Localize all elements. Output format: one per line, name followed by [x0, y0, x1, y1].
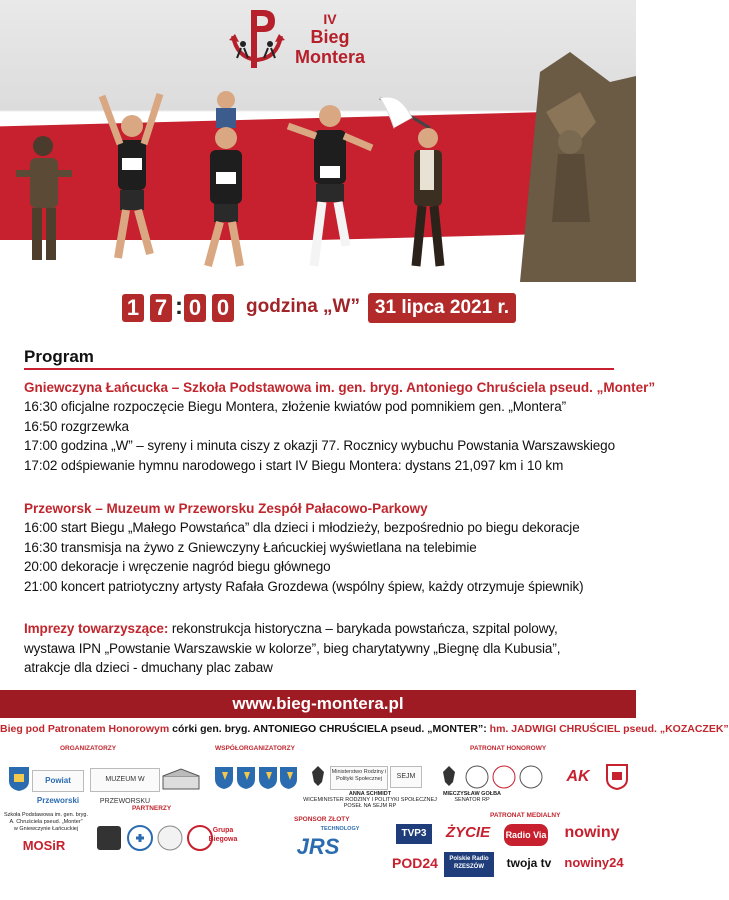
golba-role: SENATOR RP: [454, 797, 490, 803]
hero-banner: [0, 0, 636, 288]
runner-with-child: [186, 80, 266, 280]
radio-via-logo: Radio Via: [504, 824, 548, 846]
palace-icon: [162, 768, 200, 790]
anna-schmidt-name: ANNA SCHMIDT: [348, 791, 392, 797]
patronage-part2: córki gen. bryg. ANTONIEGO CHRUŚCIELA pseud. „MONTER”:: [169, 723, 490, 735]
section-heading: Przeworsk – Muzeum w Przeworsku Zespół Pałacowo-Parkowy: [24, 501, 428, 516]
program-row: 16:00 start Biegu „Małego Powstańca” dla dzieci i młodzieży, bezpośrednio po biegu dekoracje: [24, 520, 580, 535]
logo-line-bieg: Bieg: [310, 27, 350, 47]
label-sponsor-zloty: SPONSOR ZŁOTY: [294, 816, 350, 823]
program-row: 20:00 dekoracje i wręczenie nagród biegu głównego: [24, 559, 331, 574]
extra-heading: Imprezy towarzyszące:: [24, 621, 169, 636]
patronage-part1: Bieg pod Patronatem Honorowym: [0, 723, 170, 735]
zycie-logo: ŻYCIE: [445, 824, 491, 841]
website-link[interactable]: www.bieg-montera.pl: [232, 694, 404, 713]
jrs-technology: TECHNOLOGY: [320, 826, 360, 832]
runner-man-center: [280, 96, 380, 276]
extra-row-first: [24, 619, 624, 639]
soldier-figure-left: [8, 130, 78, 270]
label-partnerzy: PARTNERZY: [132, 805, 172, 812]
podkarpackie-crest-icon: [606, 764, 628, 790]
extra-row: wystawa IPN „Powstanie Warszawskie w kolorze”, bieg charytatywny „Biegnę dla Kubusia”,: [24, 640, 561, 656]
label-organizatorzy: ORGANIZATORZY: [60, 745, 117, 752]
label-wspolorganizatorzy: WSPÓŁORGANIZATORZY: [215, 745, 295, 752]
program-section-przeworsk: [24, 499, 624, 596]
hour-w-label: godzina „W”: [246, 296, 360, 317]
muzeum-logo: MUZEUM W PRZEWORSKU: [90, 768, 160, 792]
polskie-radio-logo: Polskie Radio RZESZÓW: [444, 852, 494, 877]
pod24-logo: POD24: [392, 855, 438, 871]
runner-woman: [92, 86, 172, 276]
gmina-crests-icon: [214, 766, 298, 790]
twoja-tv-logo: twoja tv: [506, 856, 552, 870]
label-patronat-medialny: PATRONAT MEDIALNY: [490, 812, 561, 819]
grupa-biegowa-logo: Grupa Biegowa: [208, 827, 238, 843]
flag-bearer-figure: [370, 88, 460, 278]
program-divider: [24, 368, 614, 370]
anna-schmidt-role: WICEMINISTER RODZINY I POLITYKI SPOŁECZNEJ: [303, 797, 437, 803]
program-row: 17:02 odśpiewanie hymnu narodowego i start IV Biegu Montera: dystans 21,097 km i 10 km: [24, 457, 564, 473]
website-bar: [0, 690, 636, 718]
program-section-extra: [24, 619, 624, 678]
school-line1: Szkoła Podstawowa im. gen. bryg.: [3, 812, 89, 818]
program-title: Program: [24, 347, 94, 366]
logo-roman-numeral: IV: [323, 11, 337, 27]
logo-line-montera: Montera: [295, 47, 366, 67]
tvp3-logo: TVP3: [396, 824, 432, 844]
przeworsk-crest-icon: [8, 766, 30, 792]
nowiny24-logo: nowiny24: [564, 855, 624, 870]
program-row: 17:00 godzina „W” – syreny i minuta ciszy z okazji 77. Rocznicy wybuchu Powstania Warszawskiego: [24, 438, 615, 453]
time-digit: 0: [184, 294, 206, 322]
jrs-logo: JRS: [296, 834, 340, 859]
ak-logo: AK: [566, 768, 590, 785]
extra-first-text: rekonstrukcja historyczna – barykada powstańcza, szpital polowy,: [168, 621, 558, 636]
section-heading: Gniewczyna Łańcucka – Szkoła Podstawowa im. gen. bryg. Antoniego Chruściela pseud. „Monter”: [24, 380, 656, 395]
powiat-logo: Powiat Przeworski: [32, 770, 84, 792]
label-patronat-honorowy: PATRONAT HONOROWY: [470, 745, 547, 752]
time-digit: 0: [212, 294, 234, 322]
time-bar: [0, 292, 636, 326]
event-date: 31 lipca 2021 r.: [368, 293, 516, 323]
time-digit: 1: [122, 294, 144, 322]
patronage-part3: hm. JADWIGI CHRUŚCIEL pseud. „KOZACZEK”: [489, 723, 729, 735]
extra-row: atrakcje dla dzieci - dmuchany plac zabaw: [24, 660, 273, 675]
honorary-patronage-line: [0, 723, 729, 735]
program-row: 16:50 rozgrzewka: [24, 418, 129, 434]
golba-name: MIECZYSŁAW GOŁBA: [442, 791, 502, 797]
program-row: 21:00 koncert patriotyczny artysty Rafała Grozdewa (wspólny śpiew, każdy otrzymuje śpiewnik): [24, 578, 584, 594]
time-digit: 7: [150, 294, 172, 322]
eagle-emblem-icon: [308, 764, 328, 788]
warsaw-uprising-monument: [500, 52, 636, 282]
time-colon: :: [175, 293, 183, 320]
mosir-logo: MOSiR: [22, 838, 66, 853]
program-section-gniewczyna: [24, 378, 656, 475]
school-line3: w Gniewczynie Łańcuckiej: [13, 826, 79, 832]
ministry-logo: Ministerstwo Rodziny i Polityki Społecznej: [330, 766, 388, 790]
event-logo: [215, 4, 415, 76]
school-line2: A. Chruściela pseud. „Monter”: [9, 819, 83, 825]
nowiny-logo: nowiny: [564, 824, 620, 841]
kotwica-runners-icon: [223, 6, 291, 74]
patron-seals-icon: [464, 764, 554, 790]
program-row: 16:30 transmisja na żywo z Gniewczyny Łańcuckiej wyświetlana na telebimie: [24, 539, 477, 555]
anna-schmidt-role2: POSEŁ NA SEJM RP: [343, 803, 397, 809]
program-row: 16:30 oficjalne rozpoczęcie Biegu Montera, złożenie kwiatów pod pomnikiem gen. „Montera”: [24, 399, 566, 414]
sejm-logo: SEJM: [390, 766, 422, 788]
senate-eagle-icon: [440, 764, 458, 786]
